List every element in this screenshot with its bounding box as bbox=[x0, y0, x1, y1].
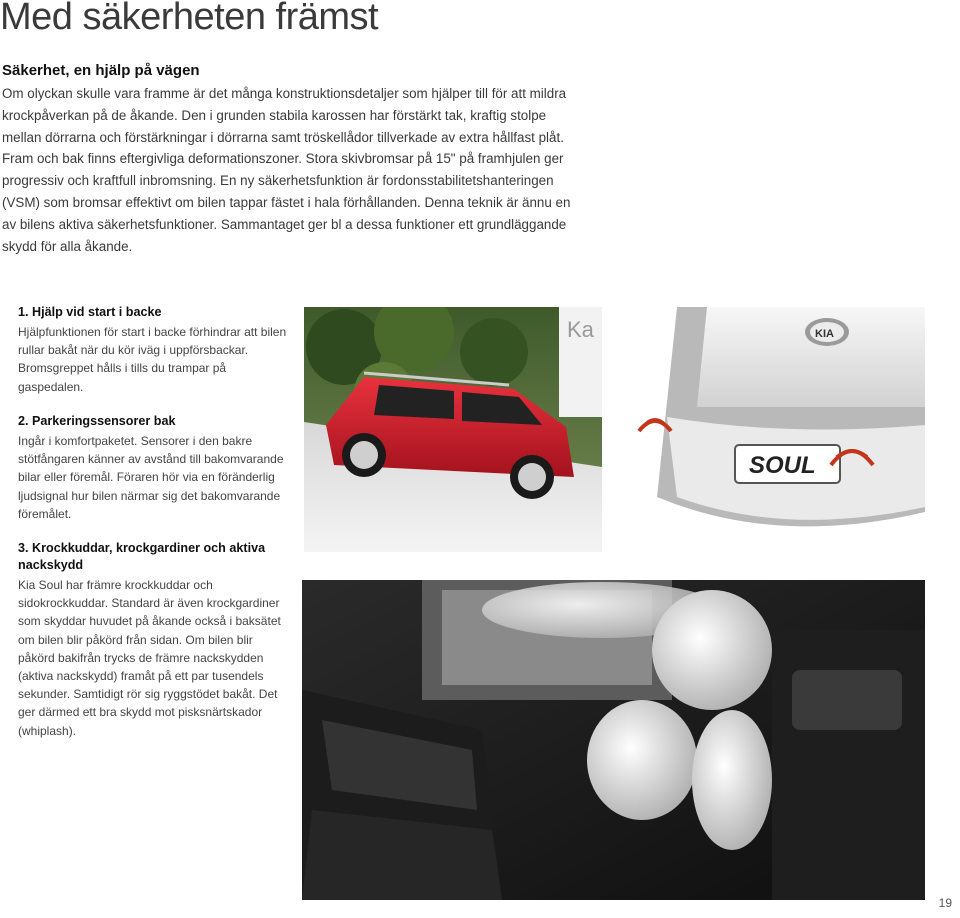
sign-text: Ka bbox=[567, 317, 594, 342]
section-body: Hjälpfunktionen för start i backe förhindrar att bilen rullar bakåt när du kör iväg i uppförsbackar. Bromsgreppet hålls i tills du trampar på gaspedalen. bbox=[18, 325, 287, 394]
car-on-hill-photo bbox=[304, 307, 602, 552]
intro-body: Om olyckan skulle vara framme är det många konstruktionsdetaljer som hjälper till för att mildra krockpåverkan på de åkande. Den i grunden stabila karossen har förstärkt tak, kraftig stolpe mellan dörrarna och förstärkningar i dörrarna samt tröskellådor tillverkade av extra hållfast plåt. Fram och bak finns eftergivliga deformationszoner. Stora skivbromsar på 15" på framhjulen ger progressiv och kraftfull inbromsning. En ny säkerhetsfunktion är fordonsstabilitetshanteringen (VSM) som bromsar effektivt om bilen tappar fästet i hala förhållanden. Denna teknik är ännu en av bilens aktiva säkerhetsfunktioner. Sammantaget ger bl a dessa funktioner ett grundläggande skydd för alla åkande. bbox=[2, 86, 571, 254]
section-body: Kia Soul har främre krockkuddar och sidokrockkuddar. Standard är även krockgardiner som skyddar huvudet på åkande också i baksätet om bilen blir påkörd från sidan. Om bilen blir påkörd bakifrån trycks de främre nackskydden (aktiva nackskydd) framåt på ett par tusendels sekunder. Samtidigt rör sig ryggstödet bakåt. Det ger därmed ett bra skydd mot pisksnärtskador (whiplash). bbox=[18, 578, 281, 738]
kia-badge: KIA bbox=[815, 328, 834, 340]
page-number: 19 bbox=[938, 896, 952, 910]
soul-plate: SOUL bbox=[749, 452, 816, 479]
section-hill-start bbox=[18, 304, 288, 396]
section-airbags bbox=[18, 540, 288, 740]
interior-airbags-photo bbox=[302, 580, 925, 900]
section-heading: 3. Krockkuddar, krockgardiner och aktiva nackskydd bbox=[18, 541, 266, 572]
section-body: Ingår i komfortpaketet. Sensorer i den bakre stötfångaren känner av avstånd till bakomvarande bilar eller föremål. Föraren hör via en föränderlig ljudsignal hur bilen närmar sig det bakomvarande föremålet. bbox=[18, 434, 284, 521]
rear-bumper-photo bbox=[627, 307, 925, 552]
intro-section bbox=[2, 62, 572, 257]
intro-heading: Säkerhet, en hjälp på vägen bbox=[2, 62, 200, 79]
section-heading: 1. Hjälp vid start i backe bbox=[18, 305, 162, 319]
section-heading: 2. Parkeringssensorer bak bbox=[18, 414, 176, 428]
section-parking-sensors bbox=[18, 413, 288, 523]
page-title: Med säkerheten främst bbox=[0, 0, 379, 38]
